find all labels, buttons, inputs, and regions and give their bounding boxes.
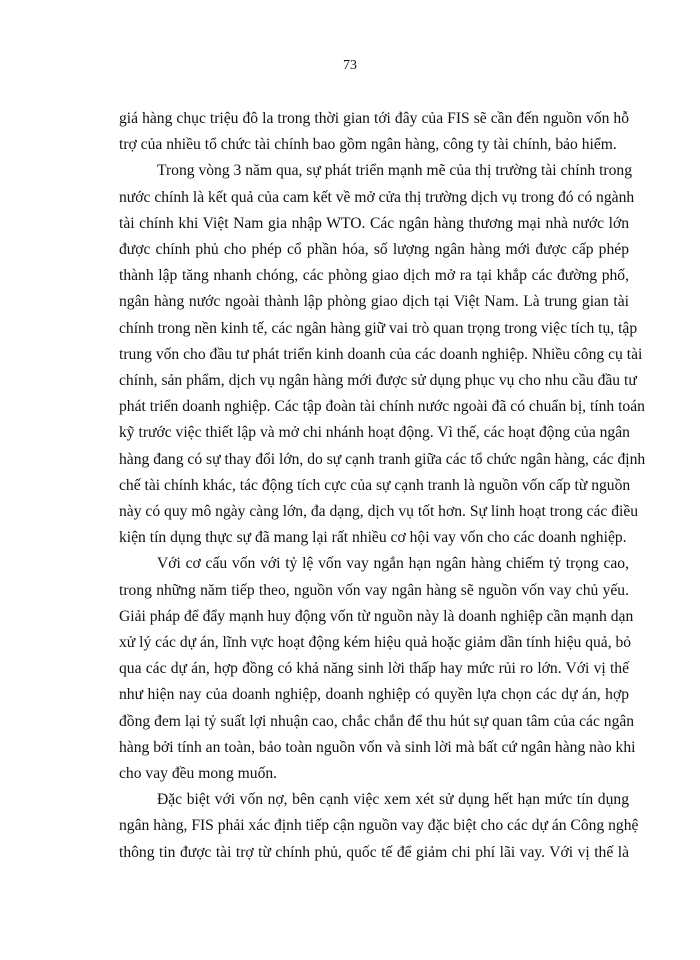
text-line: tài chính khi Việt Nam gia nhập WTO. Các ngân hàng thương mại nhà nước lớn (119, 214, 629, 232)
paragraph-start: Với cơ cấu vốn với tỷ lệ vốn vay ngắn hạn ngân hàng chiếm tỷ trọng cao, (157, 555, 629, 573)
text-line: được chính phủ cho phép cổ phần hóa, số lượng ngân hàng mới được cấp phép (119, 241, 629, 259)
text-line: phát triển doanh nghiệp. Các tập đoàn tài chính nước ngoài đã có chuẩn bị, tính toán (119, 398, 645, 416)
text-line: kỹ trước việc thiết lập và mở chi nhánh hoạt động. Vì thế, các hoạt động của ngân (119, 424, 630, 442)
text-line: Giải pháp để đẩy mạnh huy động vốn từ nguồn này là doanh nghiệp cần mạnh dạn (119, 607, 634, 625)
text-line: chính, sản phẩm, dịch vụ ngân hàng mới được sử dụng phục vụ cho nhu cầu đầu tư (119, 372, 637, 390)
text-line: chính trong nền kinh tế, các ngân hàng giữ vai trò quan trọng trong việc tích tụ, tập (119, 319, 638, 337)
text-line: trung vốn cho đầu tư phát triển kinh doanh của các doanh nghiệp. Nhiều công cụ tài (119, 345, 643, 363)
text-line: cho vay đều mong muốn. (119, 765, 278, 783)
text-line: trợ của nhiều tổ chức tài chính bao gồm ngân hàng, công ty tài chính, bảo hiểm. (119, 136, 617, 154)
text-line: qua các dự án, hợp đồng có khả năng sinh lời thấp hay mức rủi ro lớn. Với vị thế (119, 660, 629, 678)
text-line: thành lập tăng nhanh chóng, các phòng giao dịch mở ra tại khắp các đường phố, (119, 267, 629, 285)
text-line: ngân hàng nước ngoài thành lập phòng giao dịch tại Việt Nam. Là trung gian tài (119, 293, 629, 311)
text-line: như hiện nay của doanh nghiệp, doanh nghiệp có quyền lựa chọn các dự án, hợp (119, 686, 629, 704)
text-line: hàng đang có sự thay đổi lớn, do sự cạnh tranh giữa các tổ chức ngân hàng, các định (119, 450, 646, 468)
text-line: này có quy mô ngày càng lớn, đa dạng, dịch vụ tốt hơn. Sự linh hoạt trong các điều (119, 503, 639, 521)
text-line: xử lý các dự án, lĩnh vực hoạt động kém hiệu quả hoặc giảm dần tính hiệu quả, bỏ (119, 634, 632, 652)
text-line: ngân hàng, FIS phải xác định tiếp cận nguồn vay đặc biệt cho các dự án Công nghệ (119, 817, 639, 835)
text-line: nước chính là kết quả của cam kết về mở cửa thị trường dịch vụ trong đó có ngành (119, 188, 635, 206)
text-line: chế tài chính khác, tác động tích cực của sự cạnh tranh là nguồn vốn cấp từ nguồn (119, 476, 631, 494)
text-line: thông tin được tài trợ từ chính phủ, quốc tế để giảm chi phí lãi vay. Với vị thế là (119, 843, 629, 861)
text-line: kiện tín dụng thực sự đã mang lại rất nhiều cơ hội vay vốn cho các doanh nghiệp. (119, 529, 627, 547)
text-line: đồng đem lại tỷ suất lợi nhuận cao, chắc chắn để thu hút sự quan tâm của các ngân (119, 712, 635, 730)
paragraph-start: Đặc biệt với vốn nợ, bên cạnh việc xem xét sử dụng hết hạn mức tín dụng (157, 791, 629, 809)
text-line: trong những năm tiếp theo, nguồn vốn vay ngân hàng sẽ nguồn vốn vay chủ yếu. (119, 581, 629, 599)
paragraph-start: Trong vòng 3 năm qua, sự phát triển mạnh mẽ của thị trường tài chính trong (157, 162, 632, 180)
body-text (119, 106, 646, 866)
text-line: giá hàng chục triệu đô la trong thời gian tới đây của FIS sẽ cần đến nguồn vốn hỗ (119, 110, 629, 127)
page-number: 73 (343, 58, 357, 73)
text-line: hàng bởi tính an toàn, bảo toàn nguồn vốn và sinh lời mà bất cứ ngân hàng nào khi (119, 738, 636, 756)
